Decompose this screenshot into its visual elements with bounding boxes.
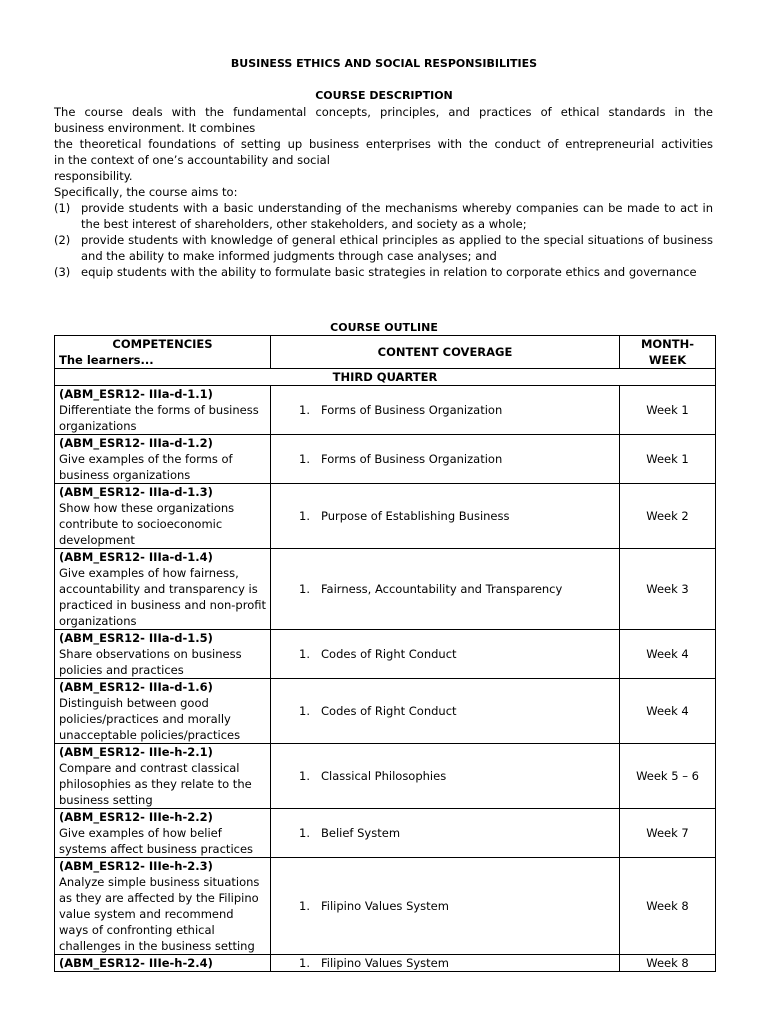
content-cell — [271, 435, 620, 484]
content-coverage-header: CONTENT COVERAGE — [271, 336, 620, 369]
week-cell: Week 8 — [620, 955, 716, 972]
quarter-label: THIRD QUARTER — [55, 369, 716, 386]
description-line: responsibility. — [54, 169, 133, 183]
competency-cell — [55, 549, 271, 630]
topic-text: Purpose of Establishing Business — [321, 509, 510, 523]
content-cell — [271, 955, 620, 972]
competency-cell — [55, 484, 271, 549]
course-description — [54, 104, 713, 280]
learners-label: The learners... — [59, 353, 154, 367]
aim-item — [54, 200, 713, 232]
table-row — [55, 435, 716, 484]
table-row — [55, 809, 716, 858]
content-cell — [271, 484, 620, 549]
week-cell: Week 4 — [620, 630, 716, 679]
competency-text: Give examples of the forms of business organizations — [59, 452, 233, 482]
competency-code: (ABM_ESR12- IIIa-d-1.6) — [59, 680, 213, 694]
topic-number: 1. — [299, 403, 310, 417]
month-label: MONTH- — [640, 337, 695, 351]
aim-text: provide students with knowledge of general ethical principles as applied to the special situations of business and the ability to make informed judgments through case analyses; and — [81, 233, 713, 263]
week-label: WEEK — [648, 353, 687, 367]
topic-number: 1. — [299, 647, 310, 661]
content-cell — [271, 630, 620, 679]
topic-text: Forms of Business Organization — [321, 403, 503, 417]
topic-text: Codes of Right Conduct — [321, 704, 457, 718]
aims-intro: Specifically, the course aims to: — [54, 185, 238, 199]
competency-text: Distinguish between good policies/practices and morally unacceptable policies/practices — [59, 696, 241, 742]
competency-cell — [55, 679, 271, 744]
aim-text: equip students with the ability to formulate basic strategies in relation to corporate ethics and governance — [81, 265, 697, 279]
topic-number: 1. — [299, 956, 310, 970]
competency-cell — [55, 809, 271, 858]
topic-text: Classical Philosophies — [321, 769, 447, 783]
competency-text: Analyze simple business situations as they are affected by the Filipino value system and recommend ways of confronting ethical challenges in the business setting — [59, 875, 260, 953]
week-cell: Week 1 — [620, 435, 716, 484]
table-row — [55, 549, 716, 630]
week-cell: Week 5 – 6 — [620, 744, 716, 809]
competency-code: (ABM_ESR12- IIIa-d-1.2) — [59, 436, 213, 450]
topic-number: 1. — [299, 704, 310, 718]
aim-item — [54, 264, 713, 280]
table-row — [55, 858, 716, 955]
competency-cell — [55, 630, 271, 679]
competency-code: (ABM_ESR12- IIIa-d-1.3) — [59, 485, 213, 499]
aim-text: provide students with a basic understanding of the mechanisms whereby companies can be made to act in the best interest of shareholders, other stakeholders, and society as a whole; — [81, 201, 713, 231]
competency-code: (ABM_ESR12- IIIe-h-2.2) — [59, 810, 213, 824]
course-description-heading: COURSE DESCRIPTION — [315, 89, 453, 102]
competency-cell — [55, 435, 271, 484]
table-row — [55, 630, 716, 679]
week-cell: Week 1 — [620, 386, 716, 435]
table-row — [55, 386, 716, 435]
topic-text: Forms of Business Organization — [321, 452, 503, 466]
competency-code: (ABM_ESR12- IIIa-d-1.1) — [59, 387, 213, 401]
content-cell — [271, 679, 620, 744]
competency-text: Share observations on business policies and practices — [59, 647, 242, 677]
content-cell — [271, 809, 620, 858]
description-line: the theoretical foundations of setting up business enterprises with the conduct of entrepreneurial activities — [54, 137, 713, 151]
description-line: The course deals with the fundamental concepts, principles, and practices of ethical standards in the — [54, 105, 713, 119]
topic-number: 1. — [299, 899, 310, 913]
topic-number: 1. — [299, 582, 310, 596]
topic-text: Filipino Values System — [321, 956, 449, 970]
week-cell: Week 8 — [620, 858, 716, 955]
aim-number: (3) — [54, 265, 71, 279]
competency-cell — [55, 386, 271, 435]
competency-text: Give examples of how belief systems affect business practices — [59, 826, 254, 856]
topic-number: 1. — [299, 769, 310, 783]
course-outline-heading: COURSE OUTLINE — [330, 321, 438, 334]
competency-code: (ABM_ESR12- IIIe-h-2.3) — [59, 859, 213, 873]
topic-number: 1. — [299, 509, 310, 523]
aim-number: (2) — [54, 233, 71, 247]
content-cell — [271, 858, 620, 955]
competency-text: Differentiate the forms of business organizations — [59, 403, 259, 433]
week-cell: Week 7 — [620, 809, 716, 858]
course-outline-table — [54, 335, 716, 972]
quarter-row — [55, 369, 716, 386]
competency-code: (ABM_ESR12- IIIe-h-2.1) — [59, 745, 213, 759]
description-line: business environment. It combines — [54, 121, 256, 135]
table-row — [55, 955, 716, 972]
week-cell: Week 2 — [620, 484, 716, 549]
content-cell — [271, 386, 620, 435]
table-row — [55, 484, 716, 549]
competency-code: (ABM_ESR12- IIIe-h-2.4) — [59, 956, 213, 970]
competencies-header — [55, 336, 271, 369]
topic-text: Codes of Right Conduct — [321, 647, 457, 661]
competency-cell — [55, 858, 271, 955]
competency-cell — [55, 744, 271, 809]
aims-list — [54, 200, 713, 280]
topic-text: Filipino Values System — [321, 899, 449, 913]
week-cell: Week 4 — [620, 679, 716, 744]
topic-text: Fairness, Accountability and Transparency — [321, 582, 563, 596]
competency-text: Compare and contrast classical philosophies as they relate to the business setting — [59, 761, 252, 807]
competency-text: Show how these organizations contribute to socioeconomic development — [59, 501, 235, 547]
week-cell: Week 3 — [620, 549, 716, 630]
content-cell — [271, 549, 620, 630]
competency-cell — [55, 955, 271, 972]
document-title: BUSINESS ETHICS AND SOCIAL RESPONSIBILITIES — [230, 57, 538, 70]
competency-text: Give examples of how fairness, accountability and transparency is practiced in business and non-profit organizations — [59, 566, 266, 628]
month-week-header — [620, 336, 716, 369]
table-row — [55, 744, 716, 809]
table-header-row — [55, 336, 716, 369]
topic-text: Belief System — [321, 826, 401, 840]
competency-code: (ABM_ESR12- IIIa-d-1.4) — [59, 550, 213, 564]
topic-number: 1. — [299, 826, 310, 840]
competency-code: (ABM_ESR12- IIIa-d-1.5) — [59, 631, 213, 645]
description-line: in the context of one’s accountability and social — [54, 153, 330, 167]
competencies-header-label: COMPETENCIES — [112, 337, 213, 351]
table-row — [55, 679, 716, 744]
content-cell — [271, 744, 620, 809]
topic-number: 1. — [299, 452, 310, 466]
aim-number: (1) — [54, 201, 71, 215]
aim-item — [54, 232, 713, 264]
